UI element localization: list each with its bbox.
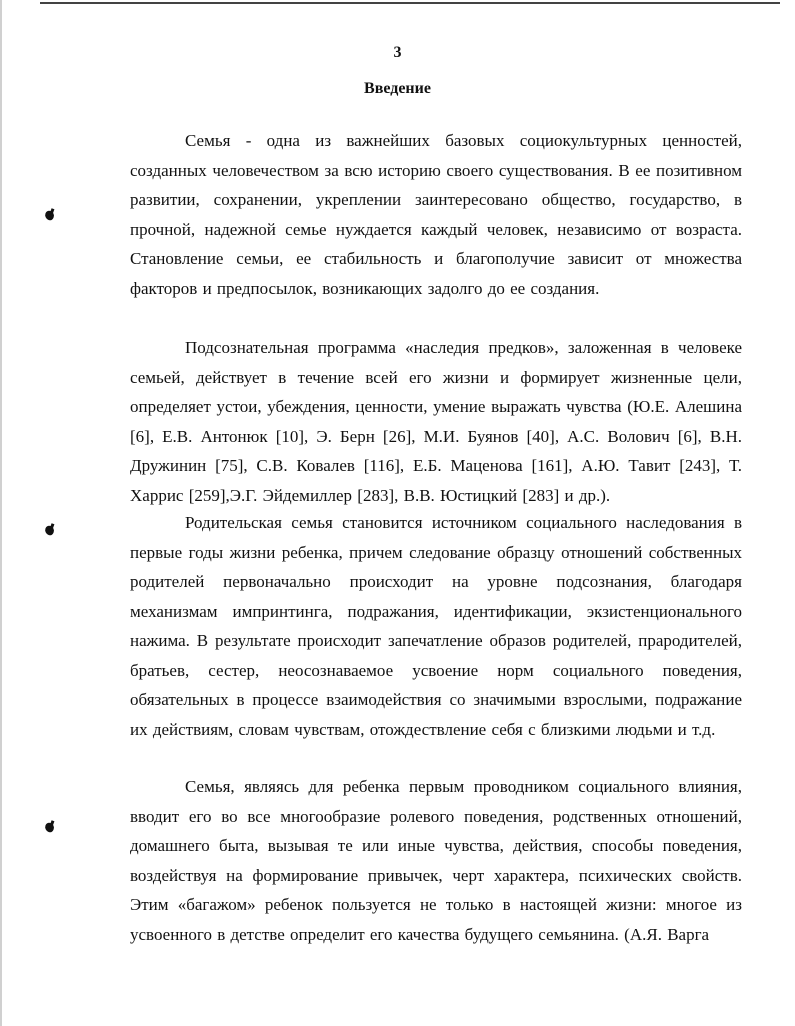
binder-hole-mark [44,822,56,834]
binder-hole-mark [44,210,56,222]
scan-left-edge [0,0,2,1026]
paragraph: Подсознательная программа «наследия предков», заложенная в человеке семьей, действует в течение всей его жизни и формирует жизненные цели, определяет устои, убеждения, ценности, умение выражать чувства (Ю.Е. Алешина [6], Е.В. Антонюк [10], Э. Берн [26], М.И. Буянов [40], А.С. Волович [6], В.Н. Дружинин [75], С.В. Ковалев [116], Е.Б. Маценова [161], А.Ю. Тавит [243], Т. Харрис [259],Э.Г. Эйдемиллер [283], В.В. Юстицкий [283] и др.). [130,338,742,505]
paragraph: Семья - одна из важнейших базовых социокультурных ценностей, созданных человечеством за всю историю своего существования. В ее позитивном развитии, сохранении, укреплении заинтересовано общество, государство, в прочной, надежной семье нуждается каждый человек, независимо от возраста. Становление семьи, ее стабильность и благополучие зависит от множества факторов и предпосылок, возникающих задолго до ее создания. [130,131,742,298]
paragraph: Семья, являясь для ребенка первым проводником социального влияния, вводит его во все многообразие ролевого поведения, родственных отношений, домашнего быта, вызывая те или иные чувства, действия, способы поведения, воздействуя на формирование привычек, черт характера, психических свойств. Этим «багажом» ребенок пользуется не только в настоящей жизни: многое из усвоенного в детстве определит его качества будущего семьянина. (А.Я. Варга [130,777,742,944]
page-number: 3 [393,44,402,61]
section-title: Введение [364,80,431,97]
binder-hole-mark [44,525,56,537]
scan-top-rule [40,2,780,4]
paragraph: Родительская семья становится источником социального наследования в первые годы жизни ребенка, причем следование образцу отношений собственных родителей первоначально происходит на уровне подсознания, благодаря механизмам импринтинга, подражания, идентификации, экзистенционального нажима. В результате происходит запечатление образов родителей, прародителей, братьев, сестер, неосознаваемое усвоение норм социального поведения, обязательных в процессе взаимодействия со значимыми взрослыми, подражание их действиям, словам чувствам, отождествление себя с близкими людьми и т.д. [130,513,742,739]
